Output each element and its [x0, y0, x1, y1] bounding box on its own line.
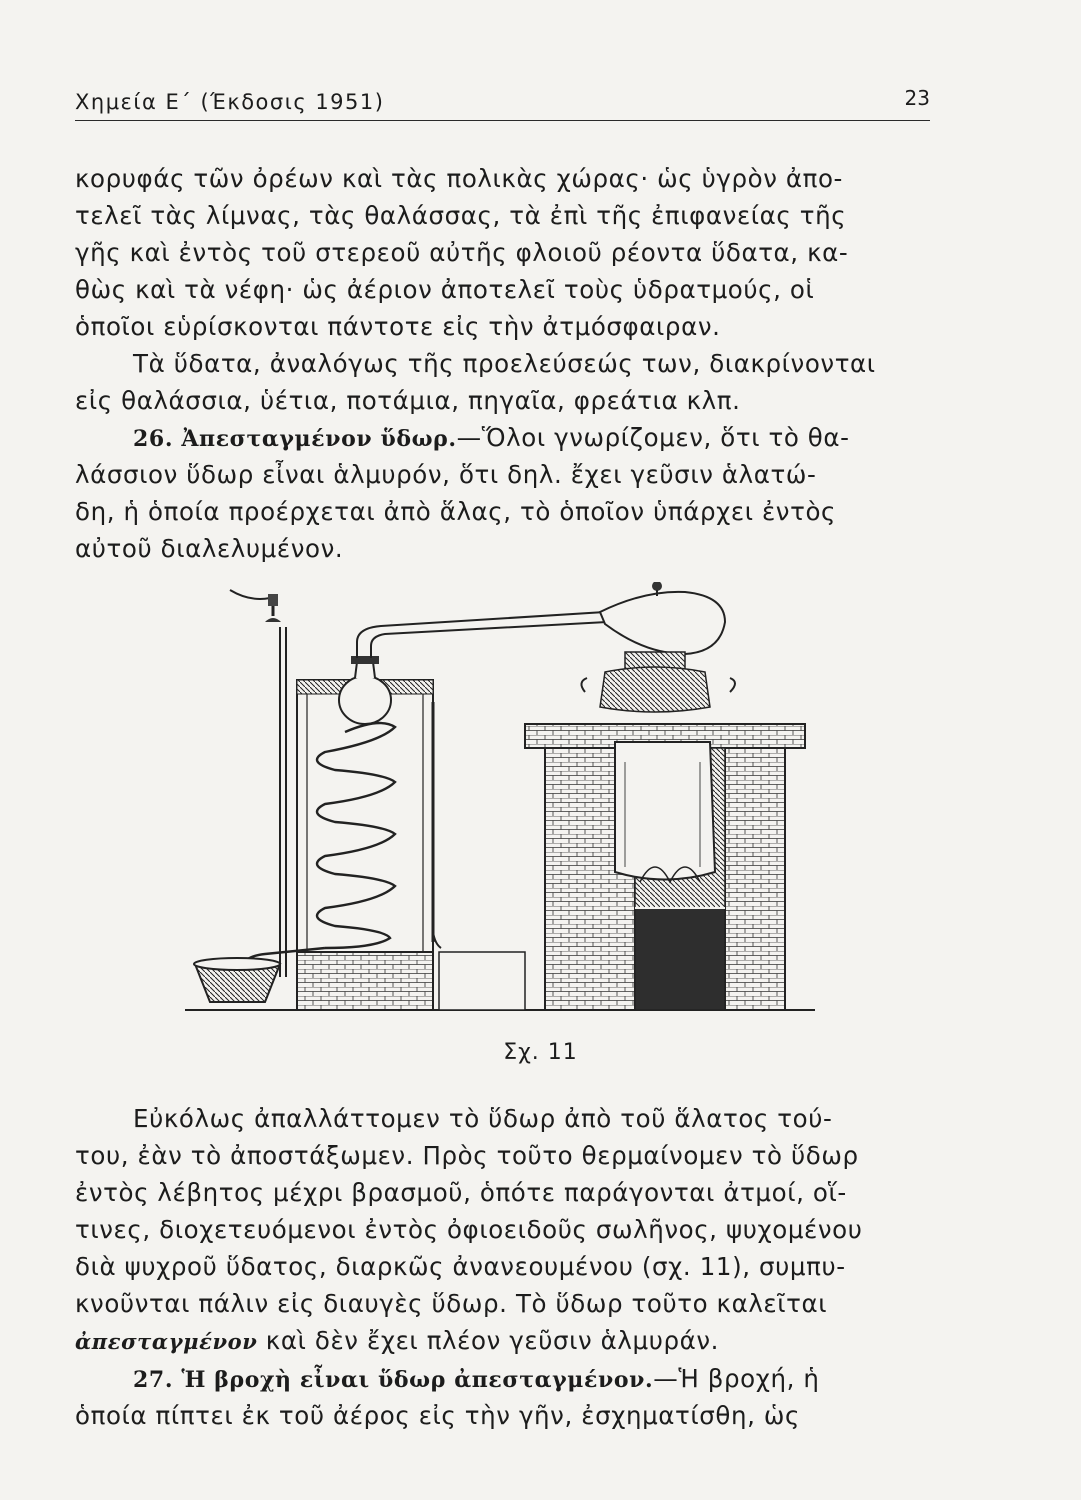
emphasized-term: ἀπεσταγμένον — [75, 1329, 258, 1354]
condenser-base — [297, 952, 525, 1010]
brick-furnace — [525, 724, 805, 1010]
delivery-tube — [357, 612, 607, 658]
paragraph-2 — [75, 345, 930, 419]
text-line: θὼς καὶ τὰ νέφη· ὡς ἀέριον ἀποτελεῖ τοὺς ὑδρατμούς, οἱ — [75, 275, 815, 304]
text-line: τινες, διοχετευόμενοι ἐντὸς ὀφιοειδοῦς σωλῆνος, ψυχομένου — [75, 1215, 863, 1244]
section-27-heading: 27. Ἡ βροχὴ εἶναι ὕδωρ ἀπεσταγμένον. — [133, 1367, 654, 1393]
text-line: Εὐκόλως ἀπαλλάττομεν τὸ ὕδωρ ἀπὸ τοῦ ἅλατος τού- — [133, 1104, 833, 1133]
emphasis-line-text: καὶ δὲν ἔχει πλέον γεῦσιν ἁλμυράν. — [257, 1326, 720, 1355]
section-26 — [75, 419, 930, 567]
text-line: ἐντὸς λέβητος μέχρι βρασμοῦ, ὁπότε παράγονται ἀτμοί, οἵ- — [75, 1178, 847, 1207]
text-line: λάσσιον ὕδωρ εἶναι ἁλμυρόν, ὅτι δηλ. ἔχει γεῦσιν ἁλατώ- — [75, 460, 817, 489]
receiving-basin — [194, 958, 280, 1002]
text-line: κνοῦνται πάλιν εἰς διαυγὲς ὕδωρ. Τὸ ὕδωρ τοῦτο καλεῖται — [75, 1289, 828, 1318]
text-line-emphasis — [75, 1322, 930, 1359]
text-line: ὁποία πίπτει ἐκ τοῦ ἀέρος εἰς τὴν γῆν, ἐσχηματίσθη, ὡς — [75, 1401, 800, 1430]
section-26-first-line-text: —Ὅλοι γνωρίζομεν, ὅτι τὸ θα- — [456, 423, 850, 452]
text-line: διὰ ψυχροῦ ὕδατος, διαρκῶς ἀνανεουμένου (σχ. 11), συμπυ- — [75, 1252, 846, 1281]
page-header — [75, 86, 930, 121]
text-line: ὁποῖοι εὑρίσκονται πάντοτε εἰς τὴν ἀτμόσφαιραν. — [75, 312, 721, 341]
water-faucet — [230, 590, 286, 977]
page-number: 23 — [904, 86, 930, 110]
condenser-bulb — [339, 656, 391, 724]
still-head — [581, 582, 735, 712]
text-line: τελεῖ τὰς λίμνας, τὰς θαλάσσας, τὰ ἐπὶ τῆς ἐπιφανείας τῆς — [75, 201, 847, 230]
text-line: γῆς καὶ ἐντὸς τοῦ στερεοῦ αὐτῆς φλοιοῦ ρέοντα ὕδατα, κα- — [75, 238, 849, 267]
figure-caption: Σχ. 11 — [503, 1040, 578, 1065]
distillation-apparatus-figure — [185, 582, 815, 1012]
text-line: εἰς θαλάσσια, ὑέτια, ποτάμια, πηγαῖα, φρεάτια κλπ. — [75, 386, 741, 415]
condenser-coil — [243, 723, 395, 964]
section-27-first-line — [75, 1360, 930, 1397]
text-line: αὐτοῦ διαλελυμένον. — [75, 534, 344, 563]
text-line: Τὰ ὕδατα, ἀναλόγως τῆς προελεύσεώς των, διακρίνονται — [133, 349, 876, 378]
section-27 — [75, 1360, 930, 1434]
header-title: Χημεία Ε΄ (Έκδοσις 1951) — [75, 90, 385, 114]
paragraph-4 — [75, 1100, 930, 1359]
section-26-first-line — [75, 419, 930, 456]
text-line: κορυφάς τῶν ὀρέων καὶ τὰς πολικὰς χώρας· ὡς ὑγρὸν ἀπο- — [75, 164, 843, 193]
text-line: του, ἐὰν τὸ ἀποστάξωμεν. Πρὸς τοῦτο θερμαίνομεν τὸ ὕδωρ — [75, 1141, 859, 1170]
section-26-heading: 26. Ἀπεσταγμένον ὕδωρ. — [133, 426, 457, 452]
section-27-first-line-text: —Ἡ βροχή, ἡ — [653, 1364, 820, 1393]
text-line: δη, ἡ ὁποία προέρχεται ἀπὸ ἅλας, τὸ ὁποῖον ὑπάρχει ἐντὸς — [75, 497, 837, 526]
paragraph-1 — [75, 160, 930, 345]
